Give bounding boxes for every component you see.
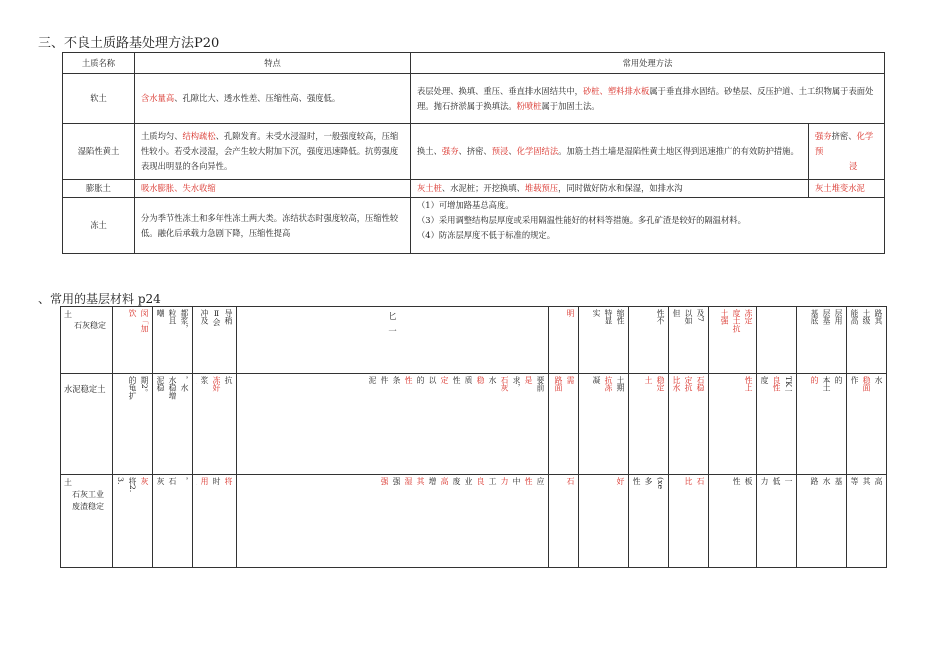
loess-side-red: 化学预 [815, 131, 874, 156]
text-fragment: 水 [488, 376, 497, 384]
loess-features [135, 124, 411, 180]
text-fragment: 能高 [850, 309, 859, 325]
text-fragment: 湿 [404, 477, 413, 485]
text-fragment: 但 [672, 309, 681, 317]
text-fragment: 缩性 [616, 309, 625, 325]
text-fragment: 土级 [862, 309, 871, 325]
table-row [63, 180, 885, 198]
text-fragment: 泥 [368, 376, 377, 384]
expansive-method-text: ，同时做好防水和保湿，如排水沟 [558, 183, 683, 193]
table-header-row [63, 53, 885, 74]
text-fragment: 层基 [822, 309, 831, 325]
text-fragment: 稳面 [862, 376, 871, 392]
text-fragment: 冻好 [212, 376, 221, 392]
text-fragment: 冻定 [744, 309, 753, 325]
text-fragment: Ⅱ会 [212, 309, 221, 326]
frozen-method-4: （4）防冻层厚度不低于标准的规定。 [417, 230, 556, 240]
loess-side-red: 浸 [849, 161, 858, 171]
text-fragment: 力 [500, 477, 509, 485]
text-fragment: 特显 [604, 309, 613, 325]
text-fragment: 层用 [834, 309, 843, 325]
frozen-method-1: （1）可增加路基总高度。 [417, 200, 514, 210]
section-base-title: 、常用的基层材料 p24 [38, 292, 161, 306]
table-row [61, 374, 887, 475]
text-fragment: 多 [644, 477, 653, 485]
soft-method-red: 粉喷桩 [516, 100, 542, 111]
text-fragment [196, 376, 197, 466]
text-fragment: 性上 [744, 376, 753, 392]
table-row [63, 74, 885, 124]
text-fragment: 比 [684, 477, 693, 485]
frozen-method-3: （3）采用调整结构层厚度或采用隔温性能好的材料等措施。多孔矿渣是较好的隔温材料。 [417, 215, 746, 225]
text-fragment: 中 [512, 477, 521, 485]
text-fragment: 石稳 [696, 376, 705, 392]
text-fragment: 土期 [616, 376, 625, 392]
text-fragment: 度土抗 [732, 309, 741, 333]
text-fragment: 泥稳 [156, 376, 165, 392]
text-fragment: 废 [452, 477, 461, 485]
loess-side-red: 强夯 [815, 131, 832, 141]
text-fragment: 基底 [810, 309, 819, 325]
frozen-methods [411, 198, 885, 254]
text-fragment: 等 [850, 477, 859, 485]
header-methods: 常用处理方法 [411, 53, 885, 74]
text-fragment: 其 [416, 477, 425, 485]
text-fragment: 路 [810, 477, 819, 485]
soil-name-expansive: 膨胀土 [63, 180, 135, 198]
base-material-table [60, 306, 887, 568]
loess-features-red: 结构疏松 [182, 131, 216, 141]
text-fragment: 板 [744, 477, 753, 485]
row1-label: 石灰稳定 [74, 321, 106, 330]
text-fragment: 稳定 [656, 376, 665, 392]
text-fragment: 抗冻 [604, 376, 613, 392]
text-fragment: 路其 [874, 309, 883, 325]
text-fragment: 的 [810, 376, 819, 384]
text-fragment: 高 [440, 477, 449, 485]
text-fragment: 以如 [684, 309, 693, 325]
expansive-methods [411, 180, 809, 198]
text-fragment: 一 [388, 326, 397, 336]
text-fragment: 的 [834, 376, 843, 384]
text-fragment: 以 [428, 376, 437, 384]
text-fragment: 业 [464, 477, 473, 485]
text-fragment: 良性 [772, 376, 781, 392]
text-fragment: 用 [200, 477, 209, 485]
soft-methods [411, 74, 885, 124]
loess-side-note [809, 124, 885, 180]
text-fragment: ，水 [180, 376, 189, 392]
loess-method-red: 强夯 [441, 146, 459, 156]
text-fragment: 要前 [536, 376, 545, 392]
text-fragment: 件 [380, 376, 389, 384]
text-fragment: 稳 [476, 376, 485, 384]
text-fragment: 定抗 [684, 376, 693, 392]
text-fragment: 匕 [388, 311, 397, 321]
text-fragment: 土强 [720, 309, 729, 325]
text-fragment: 浆 [200, 376, 209, 384]
text-fragment: 粒且 [168, 309, 177, 325]
text-fragment: 基 [834, 477, 843, 485]
text-fragment: 低 [772, 477, 781, 485]
soft-features-rest: 、孔隙比大、透水性差、压缩性高、强度低。 [174, 93, 341, 103]
text-fragment: 3. [116, 477, 125, 485]
expansive-features: 吸水膨胀、失水收缩 [135, 180, 411, 198]
text-fragment: 水 [874, 376, 883, 384]
text-fragment: 明 [566, 309, 575, 317]
text-fragment: 增 [428, 477, 437, 485]
text-fragment: 实 [592, 309, 601, 317]
loess-side-text: 挤密、 [831, 131, 857, 141]
text-fragment: 凝 [592, 376, 601, 384]
text-fragment: 力 [760, 477, 769, 485]
text-fragment: (xe [656, 477, 665, 490]
soil-name-frozen: 冻土 [63, 198, 135, 254]
text-fragment: 应 [536, 477, 545, 485]
text-fragment: 强 [392, 477, 401, 485]
row2-label: 水泥稳定土 [64, 384, 106, 394]
text-fragment: TK一 [784, 376, 793, 395]
loess-method-red: 化学固结法 [516, 146, 559, 156]
text-fragment: 求， [512, 376, 521, 392]
text-fragment: 性 [524, 477, 533, 485]
frozen-features: 分为季节性冻土和多年性冻土两大类。冻结状态时强度较高，压缩性较低。融化后承载力急剧下降，压缩性提高 [135, 198, 411, 254]
row3-label: 石灰工业废渣稳定 [72, 490, 104, 511]
soil-name-soft: 软土 [63, 74, 135, 124]
text-fragment: 石 [696, 477, 705, 485]
loess-method-text: 、挤密、 [458, 146, 492, 156]
bad-soil-table [62, 52, 885, 254]
soft-features [135, 74, 411, 124]
text-fragment: 导稍 [224, 309, 233, 325]
soft-method-red: 砂桩、塑料排水板 [582, 85, 650, 96]
text-fragment: 性 [732, 477, 741, 485]
loess-method-text: 换土、 [417, 146, 442, 156]
soft-method-text: 属于垂直排水固结。砂垫层、反压护道、土工织物属于表面处理。抛石挤淤属于换填法。 [417, 85, 874, 111]
text-fragment: 是 [524, 376, 533, 384]
text-fragment: 石 [168, 477, 177, 485]
table-row [61, 475, 887, 568]
text-fragment: 闵「加 [140, 309, 149, 333]
text-fragment: 嘲 [156, 309, 165, 317]
soft-method-text: 属于加固土法。 [541, 100, 600, 111]
text-fragment: 强 [380, 477, 389, 485]
expansive-method-text: 、水泥桩；开挖换填、 [441, 183, 525, 193]
text-fragment: 性 [404, 376, 413, 384]
text-fragment: 的 [416, 376, 425, 384]
text-fragment: 将2. [128, 477, 137, 493]
table-row [63, 124, 885, 180]
text-fragment: 路面 [554, 376, 563, 392]
text-fragment: 土 [644, 376, 653, 384]
expansive-side-note: 灰土堆变水泥 [809, 180, 885, 198]
text-fragment: 性 [632, 477, 641, 485]
expansive-method-red: 灰土桩 [417, 183, 442, 193]
expansive-method-red: 堆载预压 [524, 183, 559, 193]
text-fragment: 的龟扩 [128, 376, 137, 400]
text-fragment: 本土 [822, 376, 831, 392]
text-fragment: 定 [440, 376, 449, 384]
text-fragment: 比水 [672, 376, 681, 392]
text-fragment: 质 [464, 376, 473, 384]
text-fragment: 好 [616, 477, 625, 485]
loess-features-text: 土质均匀、 [141, 131, 183, 141]
soil-name-loess: 湿陷性黄土 [63, 124, 135, 180]
text-fragment: 作 [850, 376, 859, 384]
row3-label: 土 [64, 478, 72, 487]
header-features: 特点 [135, 53, 411, 74]
loess-method-text: 。加筋土挡土墙是湿陷性黄土地区得到迅速推广的有效防护措施。 [558, 146, 799, 156]
text-fragment: 冲及 [200, 309, 209, 325]
loess-methods [411, 124, 809, 180]
text-fragment: 及7 [696, 309, 705, 322]
text-fragment: 良 [476, 477, 485, 485]
loess-features-text: 、孔隙发育。未受水浸湿时，一般强度较高，压缩性较小。若受水浸湿，会产生较大附加下沉，强度迅速降低。抗剪强度表现出明显的各向异性。 [141, 131, 399, 171]
text-fragment: 其 [862, 477, 871, 485]
row1-label: 土 [64, 310, 72, 319]
section-3-title: 三、不良土质路基处理方法P20 [38, 36, 220, 51]
soft-method-text: 表层处理、换填、重压、垂直排水固结共中， [417, 85, 583, 96]
table-row [61, 307, 887, 374]
text-fragment: 将 [224, 477, 233, 485]
text-fragment: 都浆， [180, 309, 189, 333]
text-fragment: 饮 [128, 309, 137, 317]
text-fragment: 高 [874, 477, 883, 485]
text-fragment: 性不 [656, 309, 665, 325]
text-fragment: 条 [392, 376, 401, 384]
loess-method-red: 预浸 [491, 146, 509, 156]
text-fragment: 石 [566, 477, 575, 485]
text-fragment: 期2。 [140, 376, 149, 397]
text-fragment: 性 [452, 376, 461, 384]
text-fragment [196, 477, 197, 565]
text-fragment: 灰 [140, 477, 149, 485]
text-fragment: 石灰 [500, 376, 509, 392]
text-fragment: 一 [784, 477, 793, 485]
text-fragment: 水 [822, 477, 831, 485]
text-fragment: 抗 [224, 376, 233, 384]
text-fragment: 灰 [156, 477, 165, 485]
text-fragment: 水稳增 [168, 376, 177, 400]
header-soil-name: 土质名称 [63, 53, 135, 74]
text-fragment: ， [180, 477, 189, 485]
text-fragment: 工 [488, 477, 497, 485]
table-row [63, 198, 885, 254]
soft-features-red: 含水量高 [141, 93, 175, 103]
text-fragment: 时 [212, 477, 221, 485]
loess-method-text: 、 [508, 146, 517, 156]
text-fragment: 度 [760, 376, 769, 384]
text-fragment: 需 [566, 376, 575, 384]
